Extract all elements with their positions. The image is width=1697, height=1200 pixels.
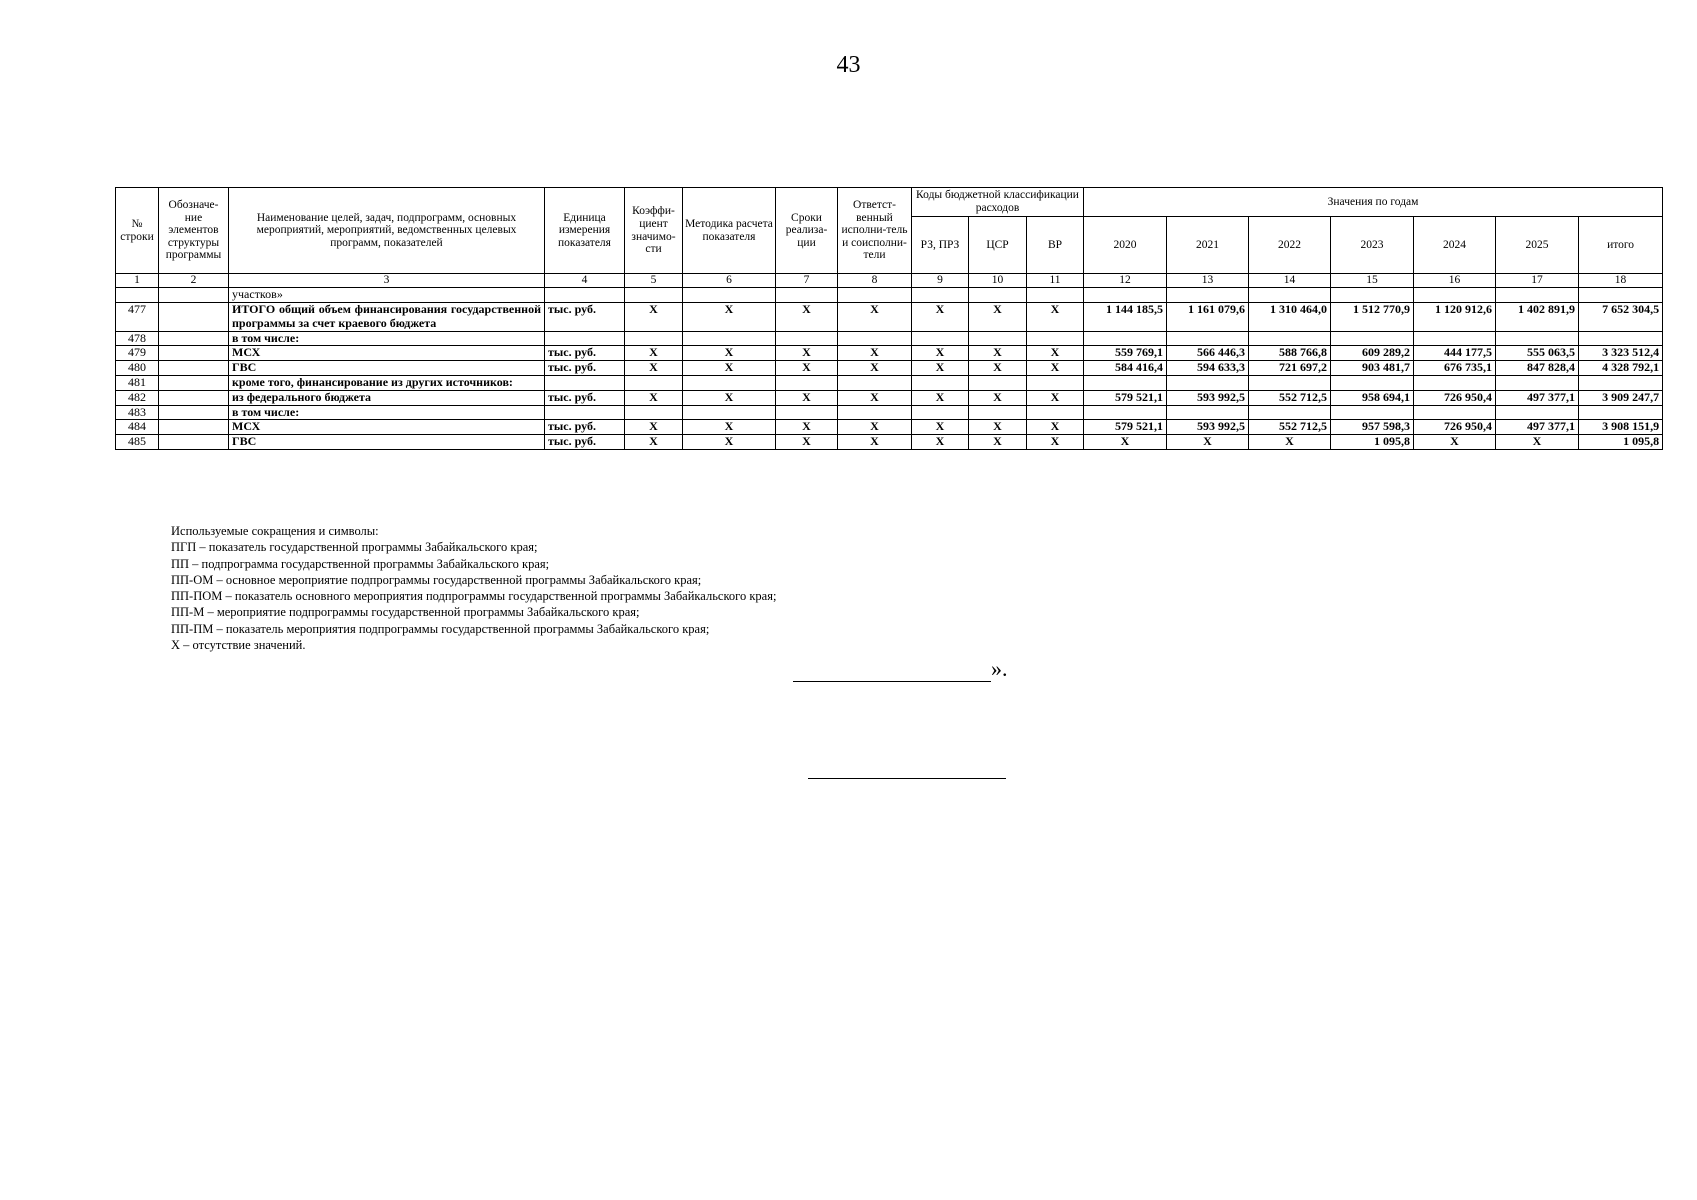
row-year-value: X <box>1414 435 1496 450</box>
header-name: Наименование целей, задач, подпрограмм, основных мероприятий, мероприятий, ведомственных целевых программ, показателей <box>229 188 545 274</box>
row-number: 482 <box>116 390 159 405</box>
row-designation <box>159 376 229 391</box>
row-terms <box>776 405 838 420</box>
closing-quote <box>793 655 1008 682</box>
row-method <box>683 376 776 391</box>
table-row <box>116 361 1663 376</box>
row-year-value <box>1249 376 1331 391</box>
column-number: 10 <box>969 274 1027 288</box>
row-csr: X <box>969 390 1027 405</box>
row-year-value <box>1249 405 1331 420</box>
row-unit: тыс. руб. <box>545 346 625 361</box>
table-row <box>116 435 1663 450</box>
column-number: 9 <box>912 274 969 288</box>
column-number: 15 <box>1331 274 1414 288</box>
row-year-value: X <box>1496 435 1579 450</box>
row-year-value <box>1331 376 1414 391</box>
row-total: 7 652 304,5 <box>1579 303 1663 332</box>
row-year-value <box>1084 288 1167 303</box>
row-year-value <box>1167 331 1249 346</box>
row-terms: X <box>776 435 838 450</box>
row-total: 1 095,8 <box>1579 435 1663 450</box>
row-year-value <box>1167 288 1249 303</box>
row-year-value: X <box>1167 435 1249 450</box>
row-number <box>116 288 159 303</box>
row-coef <box>625 376 683 391</box>
row-rz: X <box>912 390 969 405</box>
row-year-value: 676 735,1 <box>1414 361 1496 376</box>
row-unit <box>545 288 625 303</box>
row-rz <box>912 376 969 391</box>
row-year-value: 584 416,4 <box>1084 361 1167 376</box>
row-year-value <box>1414 405 1496 420</box>
row-designation <box>159 303 229 332</box>
row-number: 480 <box>116 361 159 376</box>
row-coef: X <box>625 390 683 405</box>
row-year-value <box>1331 288 1414 303</box>
row-method <box>683 405 776 420</box>
row-designation <box>159 435 229 450</box>
row-name: МСХ <box>229 420 545 435</box>
row-year-value: 579 521,1 <box>1084 420 1167 435</box>
row-rz: X <box>912 346 969 361</box>
column-number: 6 <box>683 274 776 288</box>
legend-line: ПП-ПОМ – показатель основного мероприятия подпрограммы государственной программы Забайкальского края; <box>171 589 777 604</box>
header-values-by-year: Значения по годам <box>1084 188 1663 217</box>
row-designation <box>159 288 229 303</box>
row-method: X <box>683 303 776 332</box>
row-coef <box>625 288 683 303</box>
row-coef: X <box>625 361 683 376</box>
row-name: участков» <box>229 288 545 303</box>
header-year: 2020 <box>1084 217 1167 274</box>
row-name: ИТОГО общий объем финансирования государственной программы за счет краевого бюджета <box>229 303 545 332</box>
row-unit: тыс. руб. <box>545 435 625 450</box>
header-budget-codes: Коды бюджетной классификации расходов <box>912 188 1084 217</box>
row-csr: X <box>969 346 1027 361</box>
row-coef: X <box>625 303 683 332</box>
header-year: 2022 <box>1249 217 1331 274</box>
row-designation <box>159 420 229 435</box>
row-unit: тыс. руб. <box>545 390 625 405</box>
row-terms: X <box>776 361 838 376</box>
row-method: X <box>683 390 776 405</box>
legend-line: ПП-ПМ – показатель мероприятия подпрограммы государственной программы Забайкальского края; <box>171 621 710 636</box>
row-year-value: 903 481,7 <box>1331 361 1414 376</box>
row-vr <box>1027 288 1084 303</box>
row-vr: X <box>1027 420 1084 435</box>
row-responsible: X <box>838 346 912 361</box>
row-responsible: X <box>838 361 912 376</box>
header-terms: Сроки реализа-ции <box>776 188 838 274</box>
row-designation <box>159 361 229 376</box>
column-number: 13 <box>1167 274 1249 288</box>
row-rz <box>912 288 969 303</box>
row-year-value <box>1084 376 1167 391</box>
header-vr: ВР <box>1027 217 1084 274</box>
row-year-value: 721 697,2 <box>1249 361 1331 376</box>
closing-mark: ». <box>991 656 1008 681</box>
row-year-value: 552 712,5 <box>1249 420 1331 435</box>
row-year-value: 579 521,1 <box>1084 390 1167 405</box>
row-total: 3 323 512,4 <box>1579 346 1663 361</box>
row-name: ГВС <box>229 435 545 450</box>
row-name: из федерального бюджета <box>229 390 545 405</box>
row-total: 4 328 792,1 <box>1579 361 1663 376</box>
row-total: 3 909 247,7 <box>1579 390 1663 405</box>
row-year-value <box>1331 331 1414 346</box>
header-csr: ЦСР <box>969 217 1027 274</box>
row-responsible: X <box>838 435 912 450</box>
row-year-value <box>1414 331 1496 346</box>
row-responsible: X <box>838 390 912 405</box>
row-year-value <box>1084 405 1167 420</box>
row-method: X <box>683 346 776 361</box>
row-vr: X <box>1027 303 1084 332</box>
row-csr: X <box>969 361 1027 376</box>
row-method <box>683 288 776 303</box>
row-year-value <box>1496 405 1579 420</box>
row-terms <box>776 288 838 303</box>
legend-line: ПП-М – мероприятие подпрограммы государственной программы Забайкальского края; <box>171 605 640 620</box>
row-unit <box>545 405 625 420</box>
row-vr <box>1027 405 1084 420</box>
page-number: 43 <box>836 52 861 78</box>
legend-line: ПП-ОМ – основное мероприятие подпрограммы государственной программы Забайкальского края; <box>171 572 702 587</box>
row-method: X <box>683 361 776 376</box>
row-responsible: X <box>838 420 912 435</box>
row-year-value: X <box>1084 435 1167 450</box>
row-rz: X <box>912 435 969 450</box>
row-year-value <box>1167 376 1249 391</box>
closing-underline <box>793 655 991 682</box>
row-year-value: 726 950,4 <box>1414 420 1496 435</box>
row-year-value <box>1249 331 1331 346</box>
row-year-value: 497 377,1 <box>1496 420 1579 435</box>
row-csr: X <box>969 420 1027 435</box>
row-responsible <box>838 288 912 303</box>
row-terms: X <box>776 303 838 332</box>
row-vr: X <box>1027 361 1084 376</box>
column-number: 17 <box>1496 274 1579 288</box>
column-number: 11 <box>1027 274 1084 288</box>
row-name: ГВС <box>229 361 545 376</box>
row-year-value <box>1414 376 1496 391</box>
row-method: X <box>683 435 776 450</box>
header-designation: Обозначе-ние элементов структуры программы <box>159 188 229 274</box>
row-unit: тыс. руб. <box>545 303 625 332</box>
row-rz <box>912 405 969 420</box>
column-number: 16 <box>1414 274 1496 288</box>
row-csr: X <box>969 435 1027 450</box>
row-year-value: 593 992,5 <box>1167 420 1249 435</box>
row-number: 485 <box>116 435 159 450</box>
legend-line: Х – отсутствие значений. <box>171 638 306 653</box>
header-responsible: Ответст-венный исполни-тель и соисполни-тели <box>838 188 912 274</box>
row-year-value <box>1249 288 1331 303</box>
row-designation <box>159 390 229 405</box>
row-vr <box>1027 331 1084 346</box>
legend-line: Используемые сокращения и символы: <box>171 524 379 538</box>
row-rz: X <box>912 420 969 435</box>
row-terms <box>776 376 838 391</box>
column-number: 18 <box>1579 274 1663 288</box>
row-designation <box>159 346 229 361</box>
table-row <box>116 405 1663 420</box>
row-year-value: 552 712,5 <box>1249 390 1331 405</box>
table-body <box>116 288 1663 450</box>
row-year-value: 593 992,5 <box>1167 390 1249 405</box>
row-total <box>1579 376 1663 391</box>
column-number: 4 <box>545 274 625 288</box>
row-year-value <box>1331 405 1414 420</box>
row-name: МСХ <box>229 346 545 361</box>
end-rule <box>808 778 1006 779</box>
column-number: 14 <box>1249 274 1331 288</box>
row-coef: X <box>625 420 683 435</box>
column-number: 8 <box>838 274 912 288</box>
row-year-value: 555 063,5 <box>1496 346 1579 361</box>
header-year: 2021 <box>1167 217 1249 274</box>
table-row <box>116 390 1663 405</box>
header-row-no: № строки <box>116 188 159 274</box>
row-coef <box>625 405 683 420</box>
row-designation <box>159 405 229 420</box>
row-csr <box>969 376 1027 391</box>
header-rz: РЗ, ПРЗ <box>912 217 969 274</box>
row-year-value: 1 095,8 <box>1331 435 1414 450</box>
row-number: 479 <box>116 346 159 361</box>
row-coef: X <box>625 346 683 361</box>
row-year-value: 609 289,2 <box>1331 346 1414 361</box>
column-number: 12 <box>1084 274 1167 288</box>
row-year-value <box>1167 405 1249 420</box>
row-unit: тыс. руб. <box>545 420 625 435</box>
row-csr <box>969 405 1027 420</box>
row-vr: X <box>1027 435 1084 450</box>
row-terms <box>776 331 838 346</box>
row-year-value: 726 950,4 <box>1414 390 1496 405</box>
header-unit: Единица измерения показателя <box>545 188 625 274</box>
row-unit <box>545 376 625 391</box>
legend-line: ПП – подпрограмма государственной программы Забайкальского края; <box>171 556 550 571</box>
row-year-value: 559 769,1 <box>1084 346 1167 361</box>
row-csr <box>969 288 1027 303</box>
row-terms: X <box>776 346 838 361</box>
header-method: Методика расчета показателя <box>683 188 776 274</box>
row-terms: X <box>776 390 838 405</box>
row-year-value: 1 144 185,5 <box>1084 303 1167 332</box>
header-year: 2023 <box>1331 217 1414 274</box>
row-year-value: 847 828,4 <box>1496 361 1579 376</box>
row-responsible <box>838 376 912 391</box>
budget-table <box>115 187 1663 450</box>
row-designation <box>159 331 229 346</box>
table-row <box>116 376 1663 391</box>
column-number: 2 <box>159 274 229 288</box>
header-year: 2025 <box>1496 217 1579 274</box>
row-vr: X <box>1027 346 1084 361</box>
row-number: 483 <box>116 405 159 420</box>
row-csr <box>969 331 1027 346</box>
row-csr: X <box>969 303 1027 332</box>
column-number: 3 <box>229 274 545 288</box>
row-unit <box>545 331 625 346</box>
row-rz: X <box>912 361 969 376</box>
row-name: в том числе: <box>229 405 545 420</box>
row-total <box>1579 405 1663 420</box>
row-rz <box>912 331 969 346</box>
table-row <box>116 303 1663 332</box>
row-year-value <box>1084 331 1167 346</box>
row-year-value: 957 598,3 <box>1331 420 1414 435</box>
row-year-value: X <box>1249 435 1331 450</box>
row-rz: X <box>912 303 969 332</box>
row-unit: тыс. руб. <box>545 361 625 376</box>
row-year-value: 1 120 912,6 <box>1414 303 1496 332</box>
row-method <box>683 331 776 346</box>
row-responsible: X <box>838 303 912 332</box>
row-number: 481 <box>116 376 159 391</box>
row-year-value: 588 766,8 <box>1249 346 1331 361</box>
row-year-value: 958 694,1 <box>1331 390 1414 405</box>
row-year-value <box>1496 376 1579 391</box>
row-year-value <box>1496 331 1579 346</box>
legend-line: ПГП – показатель государственной программы Забайкальского края; <box>171 540 538 555</box>
column-number: 1 <box>116 274 159 288</box>
row-coef <box>625 331 683 346</box>
row-vr <box>1027 376 1084 391</box>
row-year-value <box>1414 288 1496 303</box>
row-number: 484 <box>116 420 159 435</box>
column-number: 7 <box>776 274 838 288</box>
row-year-value: 1 310 464,0 <box>1249 303 1331 332</box>
table-row <box>116 420 1663 435</box>
row-responsible <box>838 331 912 346</box>
row-year-value: 497 377,1 <box>1496 390 1579 405</box>
table-row <box>116 331 1663 346</box>
row-number: 477 <box>116 303 159 332</box>
row-year-value <box>1496 288 1579 303</box>
table-row <box>116 346 1663 361</box>
row-year-value: 1 161 079,6 <box>1167 303 1249 332</box>
row-year-value: 566 446,3 <box>1167 346 1249 361</box>
header-total: итого <box>1579 217 1663 274</box>
table-row <box>116 288 1663 303</box>
row-coef: X <box>625 435 683 450</box>
row-responsible <box>838 405 912 420</box>
row-year-value: 594 633,3 <box>1167 361 1249 376</box>
row-year-value: 1 512 770,9 <box>1331 303 1414 332</box>
header-year: 2024 <box>1414 217 1496 274</box>
row-year-value: 444 177,5 <box>1414 346 1496 361</box>
row-terms: X <box>776 420 838 435</box>
row-vr: X <box>1027 390 1084 405</box>
row-year-value: 1 402 891,9 <box>1496 303 1579 332</box>
header-coef: Коэффи-циент значимо-сти <box>625 188 683 274</box>
row-total <box>1579 331 1663 346</box>
row-total: 3 908 151,9 <box>1579 420 1663 435</box>
row-number: 478 <box>116 331 159 346</box>
row-name: кроме того, финансирование из других источников: <box>229 376 545 391</box>
row-method: X <box>683 420 776 435</box>
row-name: в том числе: <box>229 331 545 346</box>
column-number: 5 <box>625 274 683 288</box>
row-total <box>1579 288 1663 303</box>
abbreviations-legend <box>171 523 776 653</box>
